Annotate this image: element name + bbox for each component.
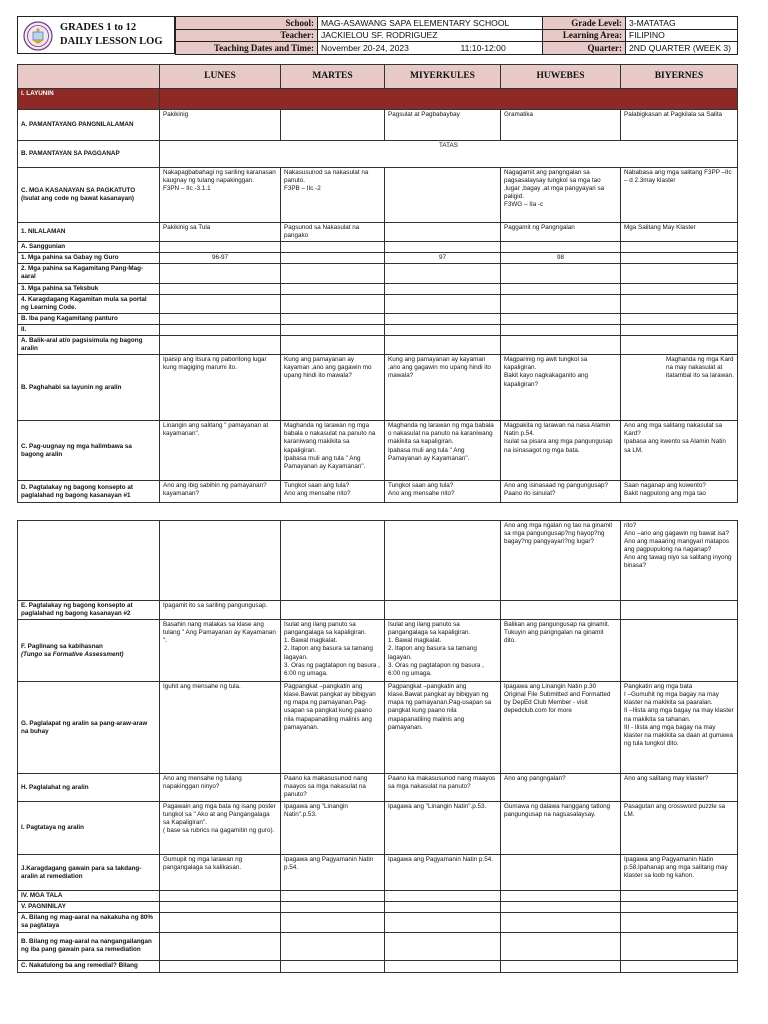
day-header-huwebes: HUWEBES xyxy=(501,65,621,89)
day-header-lunes: LUNES xyxy=(160,65,281,89)
lesson-row xyxy=(18,802,738,855)
cell-lunes: Gumupit ng mga larawan ng pangangalaga sa kalikasan. xyxy=(160,855,281,891)
lesson-row xyxy=(18,336,738,355)
cell-martes xyxy=(281,110,385,141)
row-label-text: IV. MGA TALA xyxy=(21,892,63,900)
cell-miyerkules xyxy=(385,336,501,355)
cell-martes: Tungkol saan ang tula? Ano ang mensahe nito? xyxy=(281,481,385,503)
row-label-text: II. xyxy=(21,325,27,333)
lesson-row xyxy=(18,223,738,242)
row-label-text: C. Nakatulong ba ang remedial? Bilang xyxy=(21,962,138,970)
corner-cell xyxy=(18,65,160,89)
cell-martes: Paano ka makasusunod nang maayos sa mga nakasulat na panuto? xyxy=(281,774,385,802)
cell-miyerkules: Isulat ang ilang panuto sa pangangalaga sa kapaligiran. 1. Bawal magkalat. 2. Itapon ang basura sa tamang lagayan. 3. Oras ng pagtatapon ng basura , 6:00 ng umaga. xyxy=(385,620,501,682)
cell-miyerkules: Pagsulat at Pagbabaybay xyxy=(385,110,501,141)
lesson-row xyxy=(18,774,738,802)
school-info-table xyxy=(175,16,738,55)
layunin-bar xyxy=(160,89,738,110)
lesson-row xyxy=(18,913,738,932)
teacher-label: Teacher: xyxy=(176,29,318,42)
lesson-row xyxy=(18,264,738,283)
cell-biyernes xyxy=(621,283,738,294)
row-label xyxy=(18,960,160,972)
cell-biyernes xyxy=(621,932,738,960)
cell-biyernes xyxy=(621,336,738,355)
row-label-text: 4. Karagdagang Kagamitan mula sa portal ng Learning Code. xyxy=(21,295,147,311)
row-label-text: I. Pagtataya ng aralin xyxy=(21,824,84,832)
row-label xyxy=(18,313,160,324)
layunin-heading: I. LAYUNIN xyxy=(18,89,160,110)
cell-biyernes: Saan naganap ang kuwento? Bakit nagpulong ang mga tao xyxy=(621,481,738,503)
cell-huwebes: Ano ang isinasaad ng pangungusap?Paano ito isinulat? xyxy=(501,481,621,503)
cell-biyernes xyxy=(621,601,738,620)
cell-martes xyxy=(281,521,385,601)
cell-lunes xyxy=(160,324,281,335)
cell-miyerkules xyxy=(385,283,501,294)
lesson-row xyxy=(18,313,738,324)
lesson-row xyxy=(18,521,738,601)
cell-miyerkules xyxy=(385,294,501,313)
cell-lunes xyxy=(160,283,281,294)
cell-miyerkules: Tungkol saan ang tula? Ano ang mensahe nito? xyxy=(385,481,501,503)
cell-martes: Maghanda ng larawan ng mga babala o nakasulat na panuto na karaniwang makikita sa kapaligiran. Ipabasa muli ang tula " Ang Pamayanan ay Kayamanan". xyxy=(281,421,385,481)
logo-line-dll: DAILY LESSON LOG xyxy=(60,36,163,47)
cell-miyerkules xyxy=(385,891,501,902)
cell-martes xyxy=(281,960,385,972)
cell-biyernes xyxy=(621,960,738,972)
cell-biyernes: Palabigkasan at Pagkilala sa Salita xyxy=(621,110,738,141)
cell-miyerkules xyxy=(385,960,501,972)
row-label-text: H. Paglalahat ng aralin xyxy=(21,783,89,791)
cell-biyernes: Ano ang mga salitang nakasulat sa Kard? Ipabasa ang kwento sa Alamin Natin sa LM. xyxy=(621,421,738,481)
lesson-row xyxy=(18,283,738,294)
lesson-table-page-1 xyxy=(17,64,738,503)
lesson-row xyxy=(18,110,738,141)
row-label xyxy=(18,355,160,421)
row-label xyxy=(18,682,160,774)
lesson-row xyxy=(18,242,738,253)
cell-martes xyxy=(281,242,385,253)
lesson-row xyxy=(18,481,738,503)
cell-martes: Isulat ang ilang panuto sa pangangalaga sa kapaligiran. 1. Bawal magkalat. 2. Itapon ang basura sa tamang lagayan. 3. Oras ng pagtatapon ng basura , 6:00 ng umaga. xyxy=(281,620,385,682)
row-label-text: F. Paglinang sa kabihasnan xyxy=(21,642,103,650)
cell-martes xyxy=(281,294,385,313)
row-label xyxy=(18,481,160,503)
cell-huwebes: Magpakita ng larawan na nasa Alamin Natin p.54. Isulat sa pisara ang mga pangungusap na isinasagot ng mga bata. xyxy=(501,421,621,481)
row-sublabel-text: (Isulat ang code ng bawat kasanayan) xyxy=(21,195,135,202)
cell-biyernes: Pangkatin ang mga bata I –Gumuhit ng mga bagay na may klaster na makikita sa paaralan. II –Ilista ang mga bagay na may klaster na makikita sa tahanan. III - Ilista ang mga bagay na may klaster na makikita sa daan at gumawa ng tula tungkol dito. xyxy=(621,682,738,774)
cell-martes xyxy=(281,253,385,264)
cell-huwebes: Magparinig ng awit tungkol sa kapaligiran. Bakit kayo nagkakaganito ang kapaligiran? xyxy=(501,355,621,421)
lesson-row xyxy=(18,960,738,972)
quarter-label: Quarter: xyxy=(543,42,626,55)
row-label-text: A. Sanggunian xyxy=(21,243,66,251)
cell-huwebes: Paggamit ng Pangngalan xyxy=(501,223,621,242)
row-label-text: B. PAMANTAYAN SA PAGGANAP xyxy=(21,149,120,157)
row-label-text: C. Pag-uugnay ng mga halimbawa sa bagong aralin xyxy=(21,442,132,458)
logo-line-grades: GRADES 1 to 12 xyxy=(60,22,137,33)
cell-martes xyxy=(281,283,385,294)
cell-martes: Pagsunod sa Nakasulat na pangako xyxy=(281,223,385,242)
lesson-row xyxy=(18,891,738,902)
learning-area-value: FILIPINO xyxy=(626,29,738,42)
grade-level-value: 3-MATATAG xyxy=(626,17,738,30)
cell-biyernes xyxy=(621,313,738,324)
cell-lunes: 96-97 xyxy=(160,253,281,264)
row-sublabel-text: (Tungo sa Formative Assessment) xyxy=(21,650,124,658)
quarter-value: 2ND QUARTER (WEEK 3) xyxy=(626,42,738,55)
row-label-text: G. Paglalapat ng aralin sa pang-araw-araw na buhay xyxy=(21,719,148,735)
lesson-row xyxy=(18,620,738,682)
row-label-text: B. Bilang ng mag-aaral na nangangailangan ng iba pang gawain para sa remediation xyxy=(21,937,152,954)
cell-martes xyxy=(281,313,385,324)
cell-lunes xyxy=(160,960,281,972)
cell-lunes xyxy=(160,313,281,324)
cell-miyerkules: Ipagawa ang Pagyamanin Natin p.54. xyxy=(385,855,501,891)
learning-area-label: Learning Area: xyxy=(543,29,626,42)
cell-huwebes xyxy=(501,242,621,253)
row-label xyxy=(18,913,160,932)
cell-lunes xyxy=(160,913,281,932)
day-header-martes: MARTES xyxy=(281,65,385,89)
cell-biyernes xyxy=(621,253,738,264)
row-label-text: D. Pagtalakay ng bagong konsepto at paglalahad ng bagong kasanayan #1 xyxy=(21,483,133,499)
cell-miyerkules: Maghanda ng larawan ng mga babala o nakasulat na panuto na karaniwang makikita sa kapaligiran. Ipabasa muli ang tula " Ang Pamayanan ay Kayamanan". xyxy=(385,421,501,481)
cell-martes xyxy=(281,601,385,620)
day-header-miyerkules: MIYERKULES xyxy=(385,65,501,89)
cell-huwebes: Ano ang mga ngalan ng tao na ginamit sa mga pangungusap?ng hayop?ng bagay?ng pangyayari?ng lugar? xyxy=(501,521,621,601)
cell-lunes: Linangin ang salitang " pamayanan at kayamanan". xyxy=(160,421,281,481)
cell-lunes: Nakapagbabahagi ng sariling karanasan kaugnay ng tulang napakinggan. F3PN – IIc -3.1.1 xyxy=(160,168,281,223)
cell-huwebes xyxy=(501,891,621,902)
cell-miyerkules xyxy=(385,313,501,324)
lesson-row xyxy=(18,855,738,891)
cell-huwebes xyxy=(501,294,621,313)
cell-biyernes xyxy=(621,902,738,913)
cell-miyerkules: 97 xyxy=(385,253,501,264)
row-label xyxy=(18,242,160,253)
cell-huwebes xyxy=(501,601,621,620)
row-label xyxy=(18,253,160,264)
row-label-text: B. Iba pang Kagamitang panturo xyxy=(21,314,118,322)
cell-biyernes: Maghanda ng mga Kard na may nakasulat at itatambal ito sa larawan. xyxy=(621,355,738,421)
cell-lunes xyxy=(160,891,281,902)
teaching-dates-label: Teaching Dates and Time: xyxy=(176,42,318,55)
cell-huwebes: Balikan ang pangungusap na ginamit. Tukuyin ang pangngalan na ginamit dito. xyxy=(501,620,621,682)
cell-biyernes xyxy=(621,891,738,902)
row-label-text: J.Karagdagang gawain para sa takdang-aralin at remediation xyxy=(21,864,142,880)
row-label xyxy=(18,521,160,601)
cell-martes xyxy=(281,336,385,355)
row-label xyxy=(18,283,160,294)
cell-lunes xyxy=(160,932,281,960)
row-label xyxy=(18,168,160,223)
cell-huwebes xyxy=(501,283,621,294)
row-label xyxy=(18,223,160,242)
row-label-text: B. Paghahabi sa layunin ng aralin xyxy=(21,383,122,391)
cell-huwebes: Gramatika xyxy=(501,110,621,141)
cell-lunes: Ipaisip ang itsura ng paboritong lugar kung magiging marumi ito. xyxy=(160,355,281,421)
cell-biyernes xyxy=(621,620,738,682)
row-label-text: 1. Mga pahina sa Gabay ng Guro xyxy=(21,254,119,262)
cell-lunes: Pakikinig sa Tula xyxy=(160,223,281,242)
cell-biyernes: rito? Ano –ano ang gagawin ng bawat isa? Ano ang maaaring mangyari matapos ang pagpupulong na naganap? Ano ang tawag niyo sa salitang inyong binasa? xyxy=(621,521,738,601)
merged-cell: TATAS xyxy=(160,141,738,168)
row-label xyxy=(18,802,160,855)
row-label xyxy=(18,932,160,960)
cell-martes: Pagpangkat –pangkatin ang klase.Bawat pangkat ay bibigyan ng mapa ng pamayanan.Pag-usapan sa pangkat kung paano nila mapapanatiling malinis ang pamayanan. xyxy=(281,682,385,774)
cell-huwebes xyxy=(501,932,621,960)
cell-martes xyxy=(281,324,385,335)
cell-huwebes xyxy=(501,913,621,932)
cell-martes xyxy=(281,891,385,902)
cell-lunes: Ipagamit ito sa sariling pangungusap. xyxy=(160,601,281,620)
row-label-text: A. Bilang ng mag-aaral na nakakuha ng 80% sa pagtataya xyxy=(21,914,153,930)
row-label xyxy=(18,902,160,913)
deped-seal-icon xyxy=(23,21,53,51)
cell-martes: Nakasusunod sa nakasulat na panuto. F3PB – IIc -2 xyxy=(281,168,385,223)
row-label-text: A. Balik-aral at/o pagsisimula ng bagong aralin xyxy=(21,337,143,353)
cell-martes: Kung ang pamayanan ay kayaman ,ano ang gagawin mo upang hindi ito mawala? xyxy=(281,355,385,421)
cell-miyerkules xyxy=(385,242,501,253)
lesson-row xyxy=(18,294,738,313)
cell-huwebes: Ano ang pangngalan? xyxy=(501,774,621,802)
cell-lunes xyxy=(160,294,281,313)
cell-huwebes: Gumawa ng dalawa hanggang tatlong pangungusap na nagsasalaysay. xyxy=(501,802,621,855)
cell-martes xyxy=(281,264,385,283)
cell-biyernes: Mga Salitang May Klaster xyxy=(621,223,738,242)
lesson-row xyxy=(18,601,738,620)
row-label-text: C. MGA KASANAYAN SA PAGKATUTO xyxy=(21,186,136,194)
cell-biyernes xyxy=(621,913,738,932)
lesson-row xyxy=(18,682,738,774)
cell-miyerkules: Pagpangkat –pangkatin ang klase.Bawat pangkat ay bibigyan ng mapa ng pamayanan.Pag-usapan sa pangkat kung paano nila mapapanatiling malinis ang pamayanan. xyxy=(385,682,501,774)
cell-biyernes xyxy=(621,264,738,283)
cell-lunes: Pagawain ang mga bata ng isang poster tungkol sa " Ako at ang Pangangalaga sa Kapaligiran". ( base sa rubrics na gagamitin ng guro). xyxy=(160,802,281,855)
row-label xyxy=(18,336,160,355)
row-label xyxy=(18,620,160,682)
school-value: MAG-ASAWANG SAPA ELEMENTARY SCHOOL xyxy=(318,17,543,30)
row-label xyxy=(18,294,160,313)
cell-huwebes: Ipagawa ang Linangin Natin p.30 Original File Submitted and Formatted by DepEd Club Member - visit depedclub.com for more xyxy=(501,682,621,774)
cell-biyernes: Ano ang salitang may klaster? xyxy=(621,774,738,802)
cell-miyerkules xyxy=(385,902,501,913)
cell-martes: Ipagawa ang "Linangin Natin".p.53. xyxy=(281,802,385,855)
school-label: School: xyxy=(176,17,318,30)
cell-miyerkules xyxy=(385,521,501,601)
cell-lunes: Ano ang mensahe ng tulang napakinggan ninyo? xyxy=(160,774,281,802)
lesson-row xyxy=(18,355,738,421)
cell-huwebes xyxy=(501,264,621,283)
lesson-row xyxy=(18,141,738,168)
cell-lunes xyxy=(160,264,281,283)
cell-miyerkules xyxy=(385,932,501,960)
cell-biyernes: Nababasa ang mga salitang F3PP –IIc – d 2.3may klaster xyxy=(621,168,738,223)
cell-biyernes xyxy=(621,242,738,253)
lesson-table-page-2 xyxy=(17,520,738,973)
cell-miyerkules xyxy=(385,223,501,242)
cell-miyerkules xyxy=(385,324,501,335)
cell-miyerkules xyxy=(385,913,501,932)
row-label-text: A. PAMANTAYANG PANGNILALAMAN xyxy=(21,120,134,128)
logo-box xyxy=(17,16,175,54)
grade-level-label: Grade Level: xyxy=(543,17,626,30)
cell-huwebes: 98 xyxy=(501,253,621,264)
cell-miyerkules xyxy=(385,601,501,620)
row-label xyxy=(18,774,160,802)
cell-lunes xyxy=(160,521,281,601)
row-label xyxy=(18,421,160,481)
cell-huwebes xyxy=(501,336,621,355)
cell-huwebes xyxy=(501,313,621,324)
row-label-text: 3. Mga pahina sa Teksbuk xyxy=(21,284,99,292)
teaching-dates-value: November 20-24, 2023 xyxy=(318,42,458,55)
cell-biyernes xyxy=(621,324,738,335)
cell-huwebes xyxy=(501,324,621,335)
cell-miyerkules xyxy=(385,264,501,283)
row-label-text: V. PAGNINILAY xyxy=(21,903,66,911)
cell-biyernes: Pasagutan ang crossword puzzle sa LM. xyxy=(621,802,738,855)
row-label xyxy=(18,110,160,141)
lesson-row xyxy=(18,902,738,913)
lesson-row xyxy=(18,168,738,223)
lesson-row xyxy=(18,932,738,960)
cell-miyerkules: Kung ang pamayanan ay kayaman ,ano ang gagawin mo upang hindi ito mawala? xyxy=(385,355,501,421)
row-label xyxy=(18,601,160,620)
row-label-text: 1. NILALAMAN xyxy=(21,228,66,236)
lesson-row xyxy=(18,421,738,481)
cell-martes xyxy=(281,932,385,960)
row-label xyxy=(18,141,160,168)
cell-miyerkules xyxy=(385,168,501,223)
cell-lunes xyxy=(160,902,281,913)
cell-huwebes: Nagagamit ang pangngalan sa pagsasalaysay tungkol sa mga tao ,lugar ,bagay ,at mga pangyayari sa paligid. F3WG – IIa -c xyxy=(501,168,621,223)
row-label xyxy=(18,324,160,335)
cell-huwebes xyxy=(501,960,621,972)
lesson-row xyxy=(18,324,738,335)
teaching-time-value: 11:10-12:00 xyxy=(458,42,543,55)
cell-miyerkules: Ipagawa ang "Linangin Natin".p.53. xyxy=(385,802,501,855)
row-label xyxy=(18,891,160,902)
row-label-text: 2. Mga pahina sa Kagamitang Pang-Mag-aaral xyxy=(21,265,144,281)
cell-biyernes xyxy=(621,294,738,313)
lesson-row xyxy=(18,253,738,264)
cell-huwebes xyxy=(501,902,621,913)
cell-huwebes xyxy=(501,855,621,891)
cell-miyerkules: Paano ka makasusunod nang maayos sa mga nakasulat na panuto? xyxy=(385,774,501,802)
row-label xyxy=(18,855,160,891)
cell-lunes xyxy=(160,242,281,253)
cell-martes: Ipagawa ang Pagyamanin Natin p.54. xyxy=(281,855,385,891)
cell-lunes xyxy=(160,336,281,355)
cell-lunes: Basahin nang malakas sa klase ang tulang " Ang Pamayanan ay Kayamanan ". xyxy=(160,620,281,682)
row-label-text: E. Pagtalakay ng bagong konsepto at paglalahad ng bagong kasanayan #2 xyxy=(21,602,133,618)
cell-martes xyxy=(281,913,385,932)
cell-lunes: Iguhit ang mensahe ng tula. xyxy=(160,682,281,774)
cell-martes xyxy=(281,902,385,913)
cell-lunes: Pakikinig xyxy=(160,110,281,141)
cell-lunes: Ano ang ibig sabihin ng pamayanan?kayamanan? xyxy=(160,481,281,503)
lesson-log-header xyxy=(17,16,737,54)
cell-biyernes: Ipagawa ang Pagyamanin Natin p.58.Ipahanap ang mga salitang may klaster sa loob ng kahon. xyxy=(621,855,738,891)
day-header-biyernes: BIYERNES xyxy=(621,65,738,89)
teacher-value: JACKIELOU SF. RODRIGUEZ xyxy=(318,29,543,42)
row-label xyxy=(18,264,160,283)
